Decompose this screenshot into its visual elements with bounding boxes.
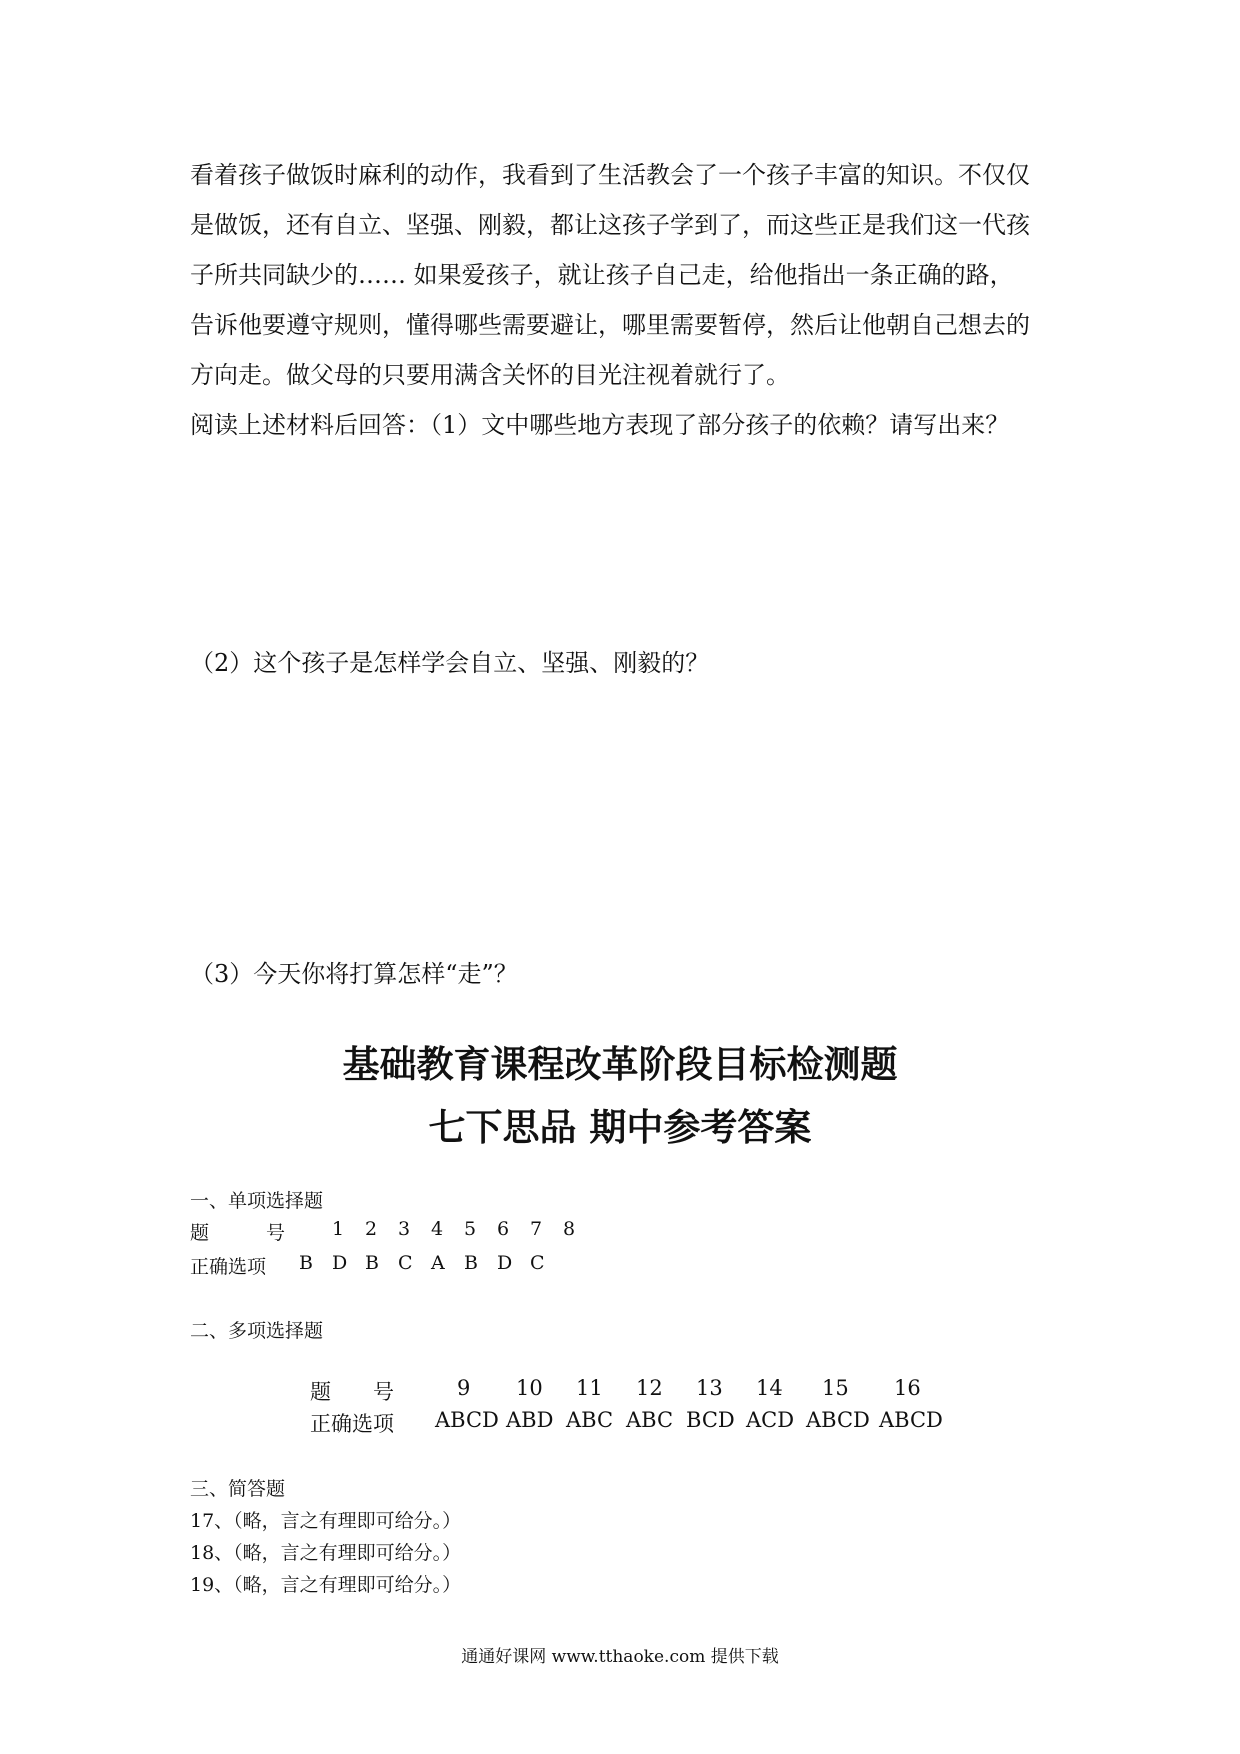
short-answer-item: 18、（略，言之有理即可给分。） [190, 1542, 462, 1564]
answer-key-subtitle: 七下思品 期中参考答案 [428, 1106, 812, 1149]
number-cell: 13 [696, 1376, 723, 1400]
number-cell: 6 [497, 1218, 510, 1240]
answer-key-title: 基础教育课程改革阶段目标检测题 [342, 1043, 898, 1086]
question-3: （3）今天你将打算怎样“走”？ [190, 960, 518, 988]
answer-cell: ACD [746, 1408, 795, 1432]
answer-cell: ABD [506, 1408, 554, 1432]
answer-cell: D [332, 1252, 348, 1274]
number-cell: 14 [756, 1376, 783, 1400]
short-answer-item: 17、（略，言之有理即可给分。） [190, 1510, 462, 1532]
answer-cell: D [497, 1252, 513, 1274]
question-2: （2）这个孩子是怎样学会自立、坚强、刚毅的？ [190, 649, 710, 677]
passage-line-4: 告诉他要遵守规则，懂得哪些需要避让，哪里需要暂停，然后让他朝自己想去的 [190, 311, 1030, 339]
answer-cell: ABCD [435, 1408, 499, 1432]
answer-cell: B [299, 1252, 313, 1274]
number-cell: 3 [398, 1218, 411, 1240]
number-cell: 12 [636, 1376, 663, 1400]
answer-row-label: 正确选项 [190, 1256, 267, 1278]
answer-cell: C [530, 1252, 545, 1274]
short-answer-item: 19、（略，言之有理即可给分。） [190, 1574, 462, 1596]
answer-cell: BCD [686, 1408, 735, 1432]
section-2-heading: 二、多项选择题 [190, 1320, 324, 1342]
section-1-heading: 一、单项选择题 [190, 1190, 324, 1212]
passage-line-5: 方向走。做父母的只要用满含关怀的目光注视着就行了。 [190, 361, 790, 389]
number-row-label: 题 号 [190, 1222, 286, 1244]
number-row-label: 题 号 [310, 1380, 394, 1404]
answer-row-label: 正确选项 [310, 1412, 394, 1436]
number-cell: 9 [457, 1376, 471, 1400]
number-cell: 10 [516, 1376, 543, 1400]
answer-cell: B [365, 1252, 379, 1274]
number-cell: 15 [822, 1376, 849, 1400]
number-cell: 7 [530, 1218, 543, 1240]
answer-cell: A [431, 1252, 445, 1274]
answer-cell: C [398, 1252, 413, 1274]
passage-line-2: 是做饭，还有自立、坚强、刚毅，都让这孩子学到了，而这些正是我们这一代孩 [190, 211, 1030, 239]
number-cell: 4 [431, 1218, 444, 1240]
number-cell: 8 [563, 1218, 576, 1240]
answer-cell: ABCD [806, 1408, 870, 1432]
footer-credit: 通通好课网 www.tthaoke.com 提供下载 [461, 1647, 779, 1667]
number-cell: 16 [894, 1376, 921, 1400]
answer-cell: B [464, 1252, 478, 1274]
number-cell: 1 [332, 1218, 345, 1240]
passage-line-1: 看着孩子做饭时麻利的动作，我看到了生活教会了一个孩子丰富的知识。不仅仅 [190, 161, 1030, 189]
number-cell: 11 [576, 1376, 603, 1400]
answer-cell: ABC [626, 1408, 674, 1432]
number-cell: 2 [365, 1218, 378, 1240]
answer-cell: ABCD [879, 1408, 943, 1432]
passage-line-3: 子所共同缺少的…… 如果爱孩子，就让孩子自己走，给他指出一条正确的路， [190, 261, 1014, 289]
answer-cell: ABC [566, 1408, 614, 1432]
number-cell: 5 [464, 1218, 477, 1240]
question-1: 阅读上述材料后回答：（1）文中哪些地方表现了部分孩子的依赖？请写出来？ [190, 411, 1010, 439]
section-3-heading: 三、简答题 [190, 1478, 286, 1500]
